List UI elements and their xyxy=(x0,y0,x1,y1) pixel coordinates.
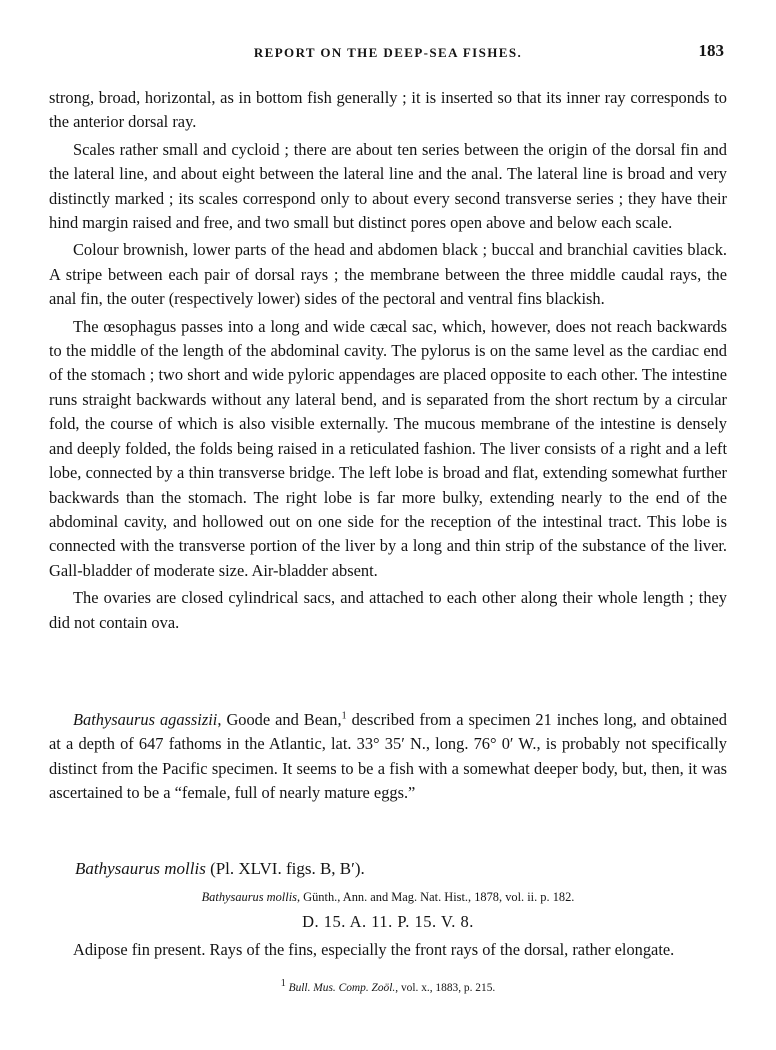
footnote-citation: , vol. x., 1883, p. 215. xyxy=(395,982,496,994)
species-name-agassizii: Bathysaurus agassizii xyxy=(73,710,218,729)
agassizii-text: described from a specimen 21 inches long, and obtained at a depth of 647 fathoms in the Atlantic, lat. 33° 35′ N., long. 76° 0′ W., is probably not specifically distinct from the Pacific specimen. It seems to be a fish with a somewhat deeper body, but, then, it was ascertained to be a “female, full of nearly mature eggs.” xyxy=(49,710,727,803)
species-reference-name: Bathysaurus mollis xyxy=(201,890,297,904)
fin-formula: D. 15. A. 11. P. 15. V. 8. xyxy=(302,912,474,931)
paragraph-agassizii xyxy=(49,708,727,806)
species-reference xyxy=(0,890,776,905)
paragraph-anatomy: The œsophagus passes into a long and wide cæcal sac, which, however, does not reach backwards to the middle of the length of the abdominal cavity. The pylorus is on the same level as the cardiac end of the stomach ; two short and wide pyloric appendages are placed opposite to each other. The intestine runs straight backwards without any lateral bend, and is separated from the short rectum by a circular fold, the course of which is also visible externally. The mucous membrane of the intestine is densely and deeply folded, the folds being raised in a reticulated fashion. The liver consists of a right and a left lobe, connected by a thin transverse bridge. The left lobe is broad and flat, extending somewhat further backwards than the stomach. The right lobe is far more bulky, extending nearly to the end of the abdominal cavity, and hollowed out on one side for the reception of the intestinal tract. This lobe is connected with the transverse portion of the liver by a long and thin strip of the substance of the liver. Gall-bladder of moderate size. Air-bladder absent. xyxy=(49,316,727,580)
footnote-marker[interactable]: 1 xyxy=(341,710,347,722)
paragraph-colour: Colour brownish, lower parts of the head and abdomen black ; buccal and branchial cavities black. A stripe between each pair of dorsal rays ; the membrane between the three middle caudal rays, the anal fin, the outer (respectively lower) sides of the pectoral and ventral fins blackish. xyxy=(49,240,727,309)
agassizii-block xyxy=(49,708,727,806)
paragraph-fin-continuation: strong, broad, horizontal, as in bottom fish generally ; it is inserted so that its inner ray corresponds to the anterior dorsal ray. xyxy=(49,88,727,132)
page-number: 183 xyxy=(698,41,724,60)
agassizii-authors: , Goode and Bean, xyxy=(217,710,342,729)
species-reference-text: , Günth., Ann. and Mag. Nat. Hist., 1878, vol. ii. p. 182. xyxy=(296,890,575,904)
species-heading-name: Bathysaurus mollis xyxy=(75,859,206,878)
mollis-description-block xyxy=(49,938,727,962)
species-heading xyxy=(75,859,365,879)
footnote-number: 1 xyxy=(280,978,286,990)
running-title: REPORT ON THE DEEP-SEA FISHES. xyxy=(253,45,523,60)
paragraph-ovaries: The ovaries are closed cylindrical sacs, and attached to each other along their whole length ; they did not contain ova. xyxy=(49,588,727,632)
paragraph-mollis-description: Adipose fin present. Rays of the fins, especially the front rays of the dorsal, rather elongate. xyxy=(73,940,675,959)
paragraph-scales: Scales rather small and cycloid ; there are about ten series between the origin of the dorsal fin and the lateral line, and about eight between the lateral line and the anal. The lateral line is broad and very distinctly marked ; its scales correspond only to about every second transverse series ; they have their hind margin raised and free, and two small but distinct pores open above and below each scale. xyxy=(49,139,727,233)
footnote xyxy=(0,978,776,994)
species-heading-plate: (Pl. XLVI. figs. B, B′). xyxy=(205,859,365,878)
footnote-journal: Bull. Mus. Comp. Zoöl. xyxy=(288,982,396,994)
description-block xyxy=(49,86,727,635)
